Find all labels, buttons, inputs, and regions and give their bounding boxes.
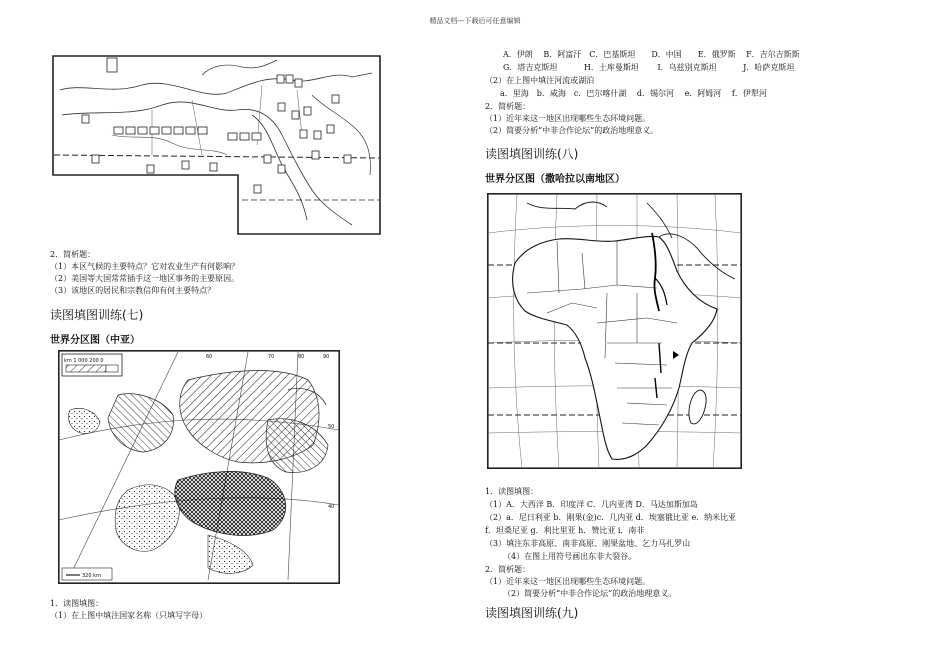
left-q2-title: 2．简析题：	[50, 250, 96, 259]
section-8-title: 读图填图训练(八)	[485, 147, 579, 161]
map-middle-east	[52, 55, 381, 235]
left-q2-item-3: （3）该地区的居民和宗教信仰有何主要特点？	[50, 286, 216, 295]
right-q2-title-b: 2．简析题：	[485, 565, 531, 574]
right-q2-item-b2: （2）简要分析“中非合作论坛”的政治地理意义。	[503, 589, 677, 598]
lon-label-80: 80	[298, 354, 305, 360]
map-africa	[487, 193, 742, 469]
right-q1-title: 1．读图填图：	[485, 487, 539, 496]
right-q2-item-a3: （2）简要分析“中非合作论坛”的政治地理意义。	[485, 126, 659, 135]
lon-label-90: 90	[323, 354, 330, 360]
lon-label-70: 70	[268, 354, 275, 360]
scale-bar-text: 320 km	[82, 573, 101, 579]
africa-item-2b: f．坦桑尼亚 g．利比里亚 h．赞比亚 i．南非	[485, 526, 645, 535]
page-header: 精品文档---下载后可任意编辑	[429, 17, 521, 25]
middle-east-map-figure	[52, 55, 381, 235]
right-q1-item-2: （2）在上图中填注河流或湖泊	[485, 76, 595, 85]
africa-item-4: （4）在图上用符号画出东非大裂谷。	[503, 552, 637, 561]
rivers-row: a．里海 b．咸海 c．巴尔喀什湖 d．锡尔河 e．阿姆河 f．伊犁河	[500, 89, 767, 98]
left-q2-item-1: （1）本区气候的主要特点？它对农业生产有何影响？	[50, 262, 240, 271]
map-8-title: 世界分区图（撒哈拉以南地区）	[485, 174, 625, 185]
countries-row-1: A．伊朗 B．阿富汗 C．巴基斯坦 D．中国 E．俄罗斯 F．吉尔吉斯斯	[503, 50, 800, 59]
africa-map-figure	[487, 193, 742, 469]
countries-row-2: G．塔吉克斯坦 H．土库曼斯坦 I．乌兹别克斯坦 J．哈萨克斯坦	[503, 63, 795, 72]
lat-label-50: 50	[328, 424, 335, 430]
africa-item-3: （3）填注东非高原、南非高原、刚果盆地、乞力马扎罗山	[485, 539, 691, 548]
central-asia-map-figure	[58, 350, 340, 584]
section-9-title: 读图填图训练(九)	[485, 606, 579, 620]
left-q1-title: 1．读图填图：	[50, 599, 104, 608]
africa-item-1: （1）A．大西洋 B．印度洋 C．几内亚湾 D．马达加斯加岛	[485, 500, 698, 509]
lon-label-60: 60	[206, 354, 213, 360]
africa-item-2: （2）a．尼日利亚 b．刚果(金)c．几内亚 d．埃塞俄比亚 e．纳米比亚	[485, 513, 737, 522]
right-q2-item-a1: （1）近年来这一地区出现哪些生态环境问题。	[485, 114, 651, 123]
right-q2-title-a: 2．简析题：	[485, 102, 531, 111]
scale-legend-text: km 1 000 200 0	[64, 358, 104, 364]
left-q1-item-1: （1）在上图中填注国家名称（只填写字母）	[50, 611, 208, 620]
section-7-title: 读图填图训练(七)	[50, 308, 144, 322]
map-central-asia	[58, 350, 340, 584]
lat-label-40: 40	[328, 504, 335, 510]
left-q2-item-2: （2）美国等大国常常插手这一地区事务的主要原因。	[50, 274, 240, 283]
right-q2-item-b1: （1）近年来这一地区出现哪些生态环境问题。	[485, 577, 651, 586]
map-7-title: 世界分区图（中亚）	[50, 335, 140, 346]
